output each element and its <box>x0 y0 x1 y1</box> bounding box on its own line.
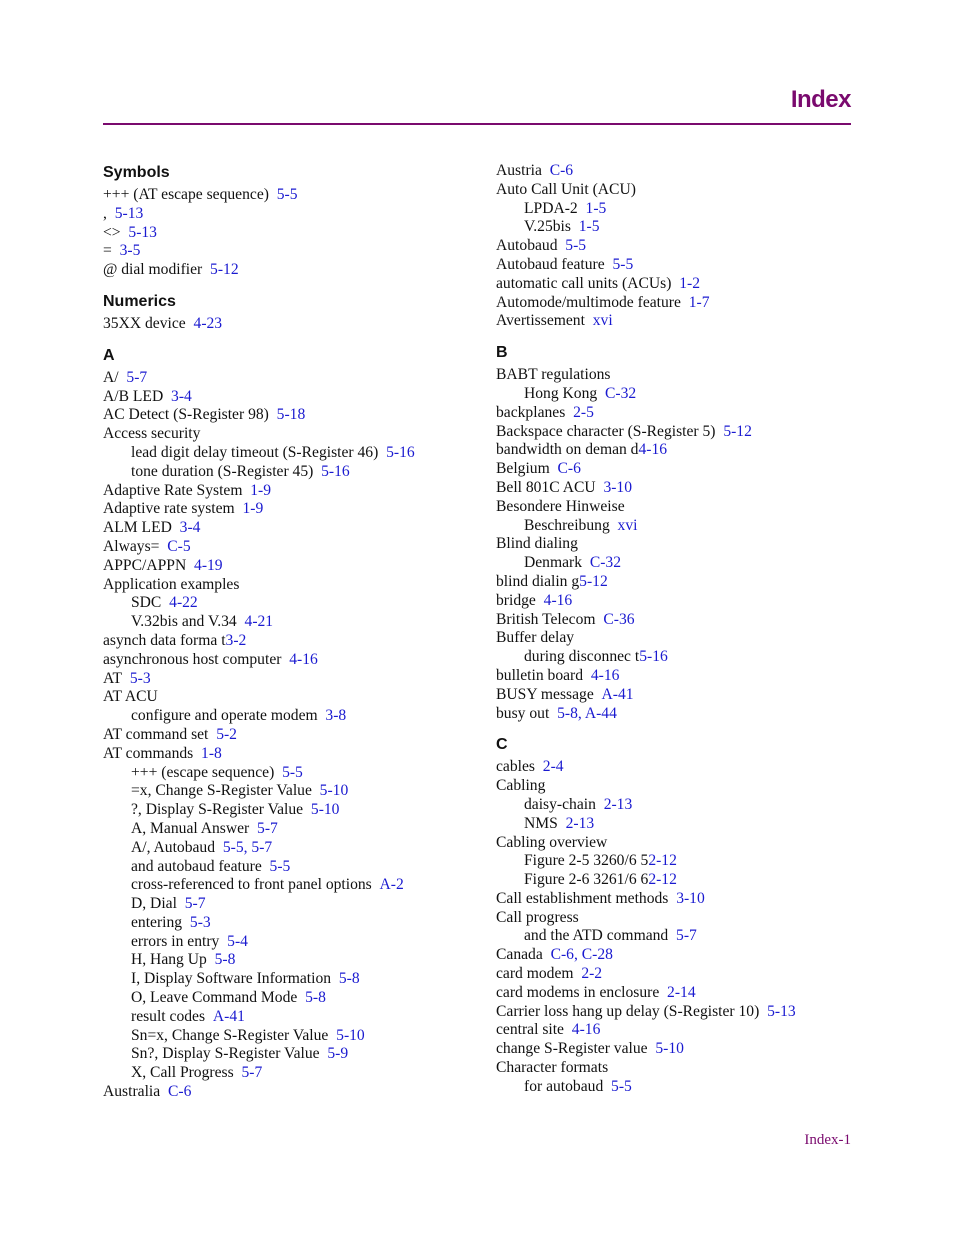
index-entry <box>496 181 876 200</box>
index-entry <box>496 294 876 313</box>
entry-term: and autobaud feature <box>131 857 262 875</box>
index-entry <box>496 423 876 442</box>
index-entry <box>496 312 876 331</box>
entry-term: Denmark <box>524 554 583 572</box>
entry-term: Numerics <box>103 292 176 310</box>
entry-term: Buffer delay <box>496 629 575 647</box>
index-subentry <box>103 858 483 877</box>
index-entry <box>103 315 483 334</box>
entry-term: Always= <box>103 537 160 555</box>
entry-term: +++ (escape sequence) <box>131 763 275 781</box>
index-entry <box>496 592 876 611</box>
entry-term: +++ (AT escape sequence) <box>103 186 269 203</box>
index-column-left <box>103 162 483 1102</box>
entry-term: bulletin board <box>496 666 584 684</box>
index-subentry <box>496 852 876 871</box>
entry-term: Symbols <box>103 164 170 181</box>
page-reference-link[interactable]: 3-2 <box>225 631 247 649</box>
page-reference-link[interactable]: 2-14 <box>667 983 696 1001</box>
index-entry <box>103 632 483 651</box>
entry-term: bandwidth on deman d <box>496 441 639 459</box>
index-section-heading <box>103 162 483 184</box>
index-entry <box>103 557 483 576</box>
entry-term: Avertissement <box>496 312 585 330</box>
entry-term: Cabling <box>496 777 546 795</box>
entry-term: Application examples <box>103 575 240 593</box>
page-reference-link[interactable]: 5-5 <box>269 857 291 875</box>
entry-term: British Telecom <box>496 610 596 628</box>
index-subentry <box>103 444 483 463</box>
page-reference-link[interactable]: A-2 <box>379 876 404 894</box>
index-entry <box>496 479 876 498</box>
index-subentry <box>496 871 876 890</box>
index-entry <box>496 275 876 294</box>
index-entry <box>496 890 876 909</box>
index-subentry <box>496 554 876 573</box>
index-entry <box>103 224 483 243</box>
entry-term: BUSY message <box>496 685 594 703</box>
page-reference-link[interactable]: 5-12 <box>579 572 608 590</box>
index-entry <box>496 1059 876 1078</box>
entry-term: Automode/multimode feature <box>496 293 681 311</box>
index-entry <box>496 573 876 592</box>
page-reference-link[interactable]: C-6 <box>549 162 574 179</box>
index-entry <box>496 366 876 385</box>
entry-term: card modem <box>496 965 574 983</box>
entry-term: AT ACU <box>103 688 158 706</box>
entry-term: =x, Change S-Register Value <box>131 782 312 800</box>
index-entry <box>496 237 876 256</box>
index-entry <box>496 629 876 648</box>
entry-term: A/, Autobaud <box>131 838 216 856</box>
page-reference-link[interactable]: 1-2 <box>679 274 700 292</box>
page-reference-link[interactable]: 5-8 <box>305 989 326 1007</box>
index-subentry <box>103 782 483 801</box>
page-reference-link[interactable]: 5-12 <box>723 422 752 440</box>
index-subentry <box>496 200 876 219</box>
entry-term: busy out <box>496 704 550 722</box>
page-reference-link[interactable]: 2-12 <box>648 871 677 889</box>
index-entry <box>496 834 876 853</box>
entry-term: AT <box>103 669 123 687</box>
entry-term: ALM LED <box>103 519 172 537</box>
entry-term: errors in entry <box>131 932 220 950</box>
entry-term: AT command set <box>103 725 209 743</box>
entry-term: daisy-chain <box>524 795 596 813</box>
entry-term: Figure 2-6 3261/6 6 <box>524 871 649 889</box>
index-subentry <box>103 1064 483 1083</box>
entry-term: Call progress <box>496 908 579 926</box>
entry-term: A, Manual Answer <box>131 819 250 837</box>
index-entry <box>496 758 876 777</box>
index-section-heading <box>103 345 483 367</box>
entry-term: LPDA-2 <box>524 199 578 217</box>
page-reference-link[interactable]: 5-7 <box>241 1064 263 1082</box>
index-subentry <box>496 796 876 815</box>
page-reference-link[interactable]: 4-16 <box>590 666 620 684</box>
index-subentry <box>496 815 876 834</box>
index-subentry <box>103 914 483 933</box>
index-subentry <box>496 385 876 404</box>
page-number: Index-1 <box>804 1132 851 1148</box>
entry-term: A/B LED <box>103 387 164 405</box>
entry-term: Auto Call Unit (ACU) <box>496 180 636 198</box>
index-entry <box>103 482 483 501</box>
page-reference-link[interactable]: 4-16 <box>638 441 668 459</box>
entry-term: Adaptive rate system <box>103 500 235 518</box>
page-reference-link[interactable]: 4-16 <box>543 591 573 609</box>
index-subentry <box>103 1008 483 1027</box>
page-reference-link[interactable]: 5-7 <box>257 819 278 837</box>
page-reference-link[interactable]: 5-3 <box>129 669 151 687</box>
index-entry <box>103 388 483 407</box>
page-reference-link[interactable]: xvi <box>617 516 638 534</box>
index-entry <box>496 498 876 517</box>
entry-term: Bell 801C ACU <box>496 478 596 496</box>
entry-term: X, Call Progress <box>131 1064 234 1082</box>
page-reference-link[interactable]: 4-19 <box>194 556 223 574</box>
page-reference-link[interactable]: 5-12 <box>210 261 239 279</box>
entry-term: AC Detect (S-Register 98) <box>103 406 269 424</box>
entry-term: Sn=x, Change S-Register Value <box>131 1026 329 1044</box>
index-subentry <box>496 648 876 667</box>
page-reference-link[interactable]: 2-5 <box>573 403 594 421</box>
index-entry <box>496 256 876 275</box>
page-reference-link[interactable]: 1-8 <box>201 744 222 762</box>
entry-term: Canada <box>496 946 543 964</box>
index-subentry <box>103 613 483 632</box>
page-reference-link[interactable]: 5-5 <box>565 237 587 255</box>
entry-term: asynch data forma t <box>103 631 226 649</box>
entry-term: C <box>496 736 508 754</box>
page-reference-link[interactable]: 5-16 <box>321 462 350 480</box>
index-entry <box>103 1083 483 1102</box>
index-entry <box>496 535 876 554</box>
page-reference-link[interactable]: 1-9 <box>242 500 264 518</box>
entry-term: @ dial modifier <box>103 261 203 279</box>
entry-term: 35XX device <box>103 314 186 332</box>
index-subentry <box>103 801 483 820</box>
index-entry <box>103 186 483 205</box>
index-subentry <box>103 463 483 482</box>
entry-term: A <box>103 346 115 364</box>
page-reference-link[interactable]: C-32 <box>605 384 637 402</box>
index-entry: Canada C-6, C-28 <box>496 946 613 964</box>
page-reference-link[interactable]: 2-13 <box>603 795 633 813</box>
page-reference-link[interactable]: C-36 <box>603 610 635 628</box>
entry-term: V.32bis and V.34 <box>131 613 237 631</box>
page-reference-link[interactable]: 5-10 <box>310 801 340 819</box>
entry-term: asynchronous host computer <box>103 650 282 668</box>
entry-term: during disconnec t <box>524 648 640 666</box>
page-reference-link[interactable]: 4-23 <box>193 314 223 332</box>
index-entry <box>496 1003 876 1022</box>
entry-term: Call establishment methods <box>496 889 669 907</box>
index-entry <box>103 425 483 444</box>
page-reference-link[interactable]: 5-13 <box>767 1002 796 1020</box>
entry-term: = <box>103 242 112 260</box>
entry-term: Access security <box>103 425 201 443</box>
entry-term: configure and operate modem <box>131 707 318 725</box>
index-subentry <box>103 989 483 1008</box>
index-entry <box>496 909 876 928</box>
entry-term: Austria <box>496 162 542 179</box>
page-reference-link[interactable]: 5-5 <box>611 1077 632 1095</box>
index-entry <box>496 162 876 181</box>
index-subentry <box>496 218 876 237</box>
entry-term: Australia <box>103 1083 161 1101</box>
page-reference-link[interactable]: 5-10 <box>655 1040 684 1058</box>
index-subentry <box>103 820 483 839</box>
entry-term: Hong Kong <box>524 384 598 402</box>
index-entry <box>496 441 876 460</box>
index-entry <box>496 686 876 705</box>
index-entry <box>103 406 483 425</box>
page-reference-link[interactable]: 1-5 <box>585 199 607 217</box>
entry-term: lead digit delay timeout (S-Register 46) <box>131 443 379 461</box>
index-subentry <box>103 764 483 783</box>
entry-term: ?, Display S-Register Value <box>131 801 304 819</box>
entry-term: tone duration (S-Register 45) <box>131 462 314 480</box>
index-entry <box>496 777 876 796</box>
page-reference-link[interactable]: 5-16 <box>639 648 668 666</box>
index-entry <box>103 519 483 538</box>
page-reference-link[interactable]: 5-5 <box>282 763 303 781</box>
page-reference-link[interactable]: 2-13 <box>565 814 595 832</box>
index-entry <box>496 1021 876 1040</box>
index-entry <box>103 242 483 261</box>
page-reference-link[interactable]: 3-5 <box>119 242 141 260</box>
page-reference-link[interactable]: 3-10 <box>603 478 633 496</box>
entry-term: H, Hang Up <box>131 951 207 969</box>
entry-term: NMS <box>524 814 558 832</box>
page-reference-link[interactable]: 5-8 <box>557 704 578 722</box>
entry-term: O, Leave Command Mode <box>131 989 298 1007</box>
page-reference-link[interactable]: 2-2 <box>581 965 603 983</box>
page-reference-link[interactable]: 3-4 <box>171 387 192 405</box>
index-column-right <box>496 162 876 1097</box>
page-reference-link[interactable]: 5-8 <box>214 951 236 969</box>
page-reference-link[interactable]: 5-7 <box>126 368 148 386</box>
entry-term: cables <box>496 758 535 776</box>
page-reference-link[interactable]: 2-12 <box>648 852 677 870</box>
index-subentry <box>103 1027 483 1046</box>
page-reference-link[interactable]: xvi <box>592 312 613 330</box>
page-reference-link[interactable]: 4-16 <box>571 1021 601 1039</box>
page-reference-link[interactable]: 5-18 <box>276 406 306 424</box>
title-rule <box>103 123 851 125</box>
page-reference-link[interactable]: 5-2 <box>216 725 237 743</box>
entry-term: SDC <box>131 594 162 612</box>
entry-term: blind dialin g <box>496 572 580 590</box>
index-entry <box>103 576 483 595</box>
page-reference-link[interactable]: 5-7 <box>676 927 697 945</box>
entry-term: BABT regulations <box>496 366 611 384</box>
page-reference-link[interactable]: 1-7 <box>688 293 710 311</box>
page-reference-link[interactable]: 5-7 <box>251 838 273 856</box>
index-entry <box>496 611 876 630</box>
page-reference-link[interactable]: 5-8 <box>338 970 360 988</box>
entry-term: Belgium <box>496 460 550 478</box>
entry-term: card modems in enclosure <box>496 983 660 1001</box>
index-subentry <box>103 594 483 613</box>
entry-term: Backspace character (S-Register 5) <box>496 422 716 440</box>
index-section-heading <box>496 342 876 364</box>
entry-term: <> <box>103 223 121 241</box>
entry-term: bridge <box>496 591 536 609</box>
entry-term: cross-referenced to front panel options <box>131 876 372 894</box>
entry-term: backplanes <box>496 403 566 421</box>
index-entry <box>103 651 483 670</box>
entry-term: A/ <box>103 368 119 386</box>
entry-term: Besondere Hinweise <box>496 497 625 515</box>
index-entry <box>496 965 876 984</box>
index-entry: busy out 5-8, A-44 <box>496 704 617 722</box>
index-entry <box>103 670 483 689</box>
page-reference-link[interactable]: C-6 <box>557 460 581 478</box>
index-subentry <box>103 707 483 726</box>
index-subentry <box>103 876 483 895</box>
index-subentry <box>103 1045 483 1064</box>
entry-term: D, Dial <box>131 895 177 913</box>
index-entry <box>496 404 876 423</box>
page-reference-link[interactable]: 5-5 <box>222 838 244 856</box>
entry-term: B <box>496 344 508 362</box>
entry-term: Beschreibung <box>524 516 610 534</box>
index-subentry <box>103 933 483 952</box>
index-entry <box>103 538 483 557</box>
index-section-heading <box>103 291 483 313</box>
entry-term: APPC/APPN <box>103 556 187 574</box>
entry-term: Autobaud feature <box>496 255 605 273</box>
page-reference-link[interactable]: 4-22 <box>169 594 198 612</box>
index-subentry <box>496 1078 876 1097</box>
entry-term: Cabling overview <box>496 833 608 851</box>
index-entry <box>103 726 483 745</box>
page-reference-link[interactable]: 5-7 <box>184 895 206 913</box>
page-reference-link[interactable]: 1-9 <box>250 481 272 499</box>
index-subentry: A/, Autobaud 5-5, 5-7 <box>131 838 273 856</box>
page-reference-link[interactable]: A-41 <box>212 1007 245 1025</box>
page-reference-link[interactable]: 5-5 <box>612 255 634 273</box>
index-entry <box>103 205 483 224</box>
entry-term: change S-Register value <box>496 1040 648 1058</box>
page-reference-link[interactable]: 5-4 <box>227 932 248 950</box>
page-reference-link[interactable]: 5-10 <box>319 782 349 800</box>
index-section-heading <box>496 734 876 756</box>
entry-term: Character formats <box>496 1059 609 1077</box>
page-reference-link[interactable]: 3-8 <box>325 707 347 725</box>
page-reference-link[interactable]: C-32 <box>589 554 622 572</box>
entry-term: I, Display Software Information <box>131 970 332 988</box>
entry-term: , <box>103 204 107 222</box>
index-subentry <box>103 895 483 914</box>
index-entry <box>496 1040 876 1059</box>
index-entry <box>103 261 483 280</box>
page-title: Index <box>790 86 851 113</box>
entry-term: Sn?, Display S-Register Value <box>131 1045 320 1063</box>
page-reference-link[interactable]: 3-10 <box>676 889 705 907</box>
index-entry <box>496 667 876 686</box>
page-reference-link[interactable]: 2-4 <box>542 758 564 776</box>
index-entry <box>103 500 483 519</box>
page-reference-link[interactable]: C-6 <box>167 1083 192 1101</box>
entry-term: and the ATD command <box>524 927 669 945</box>
entry-term: AT commands <box>103 744 194 762</box>
page-reference-link[interactable]: 5-13 <box>128 223 157 241</box>
page-reference-link[interactable]: A-41 <box>601 685 634 703</box>
index-entry <box>103 369 483 388</box>
entry-term: Blind dialing <box>496 535 578 553</box>
index-entry <box>103 688 483 707</box>
entry-term: for autobaud <box>524 1077 604 1095</box>
entry-term: Figure 2-5 3260/6 5 <box>524 852 649 870</box>
entry-term: Carrier loss hang up delay (S-Register 10) <box>496 1002 760 1020</box>
page-reference-link[interactable]: 5-5 <box>276 186 298 203</box>
page-reference-link[interactable]: 4-16 <box>289 650 318 668</box>
index-entry <box>496 460 876 479</box>
page-reference-link[interactable]: A-44 <box>584 704 617 722</box>
page-reference-link[interactable]: C-6 <box>550 946 574 964</box>
page-reference-link[interactable]: 5-13 <box>114 204 144 222</box>
entry-term: entering <box>131 913 183 931</box>
index-subentry <box>103 951 483 970</box>
page-reference-link[interactable]: 5-10 <box>336 1026 365 1044</box>
page-reference-link[interactable]: C-28 <box>581 946 613 964</box>
index-subentry <box>103 970 483 989</box>
entry-term: Adaptive Rate System <box>103 481 243 499</box>
page-reference-link[interactable]: 1-5 <box>578 218 600 236</box>
page-reference-link[interactable]: C-5 <box>167 537 191 555</box>
index-subentry <box>496 517 876 536</box>
entry-term: V.25bis <box>524 218 571 236</box>
entry-term: automatic call units (ACUs) <box>496 274 672 292</box>
index-entry <box>496 984 876 1003</box>
index-entry <box>103 745 483 764</box>
page-reference-link[interactable]: 4-21 <box>244 613 274 631</box>
entry-term: Autobaud <box>496 237 558 255</box>
entry-term: central site <box>496 1021 564 1039</box>
page-reference-link[interactable]: 5-16 <box>386 443 415 461</box>
entry-term: result codes <box>131 1007 206 1025</box>
page-reference-link[interactable]: 3-4 <box>179 519 201 537</box>
page-reference-link[interactable]: 5-3 <box>189 913 211 931</box>
index-subentry <box>496 927 876 946</box>
page-reference-link[interactable]: 5-9 <box>327 1045 349 1063</box>
